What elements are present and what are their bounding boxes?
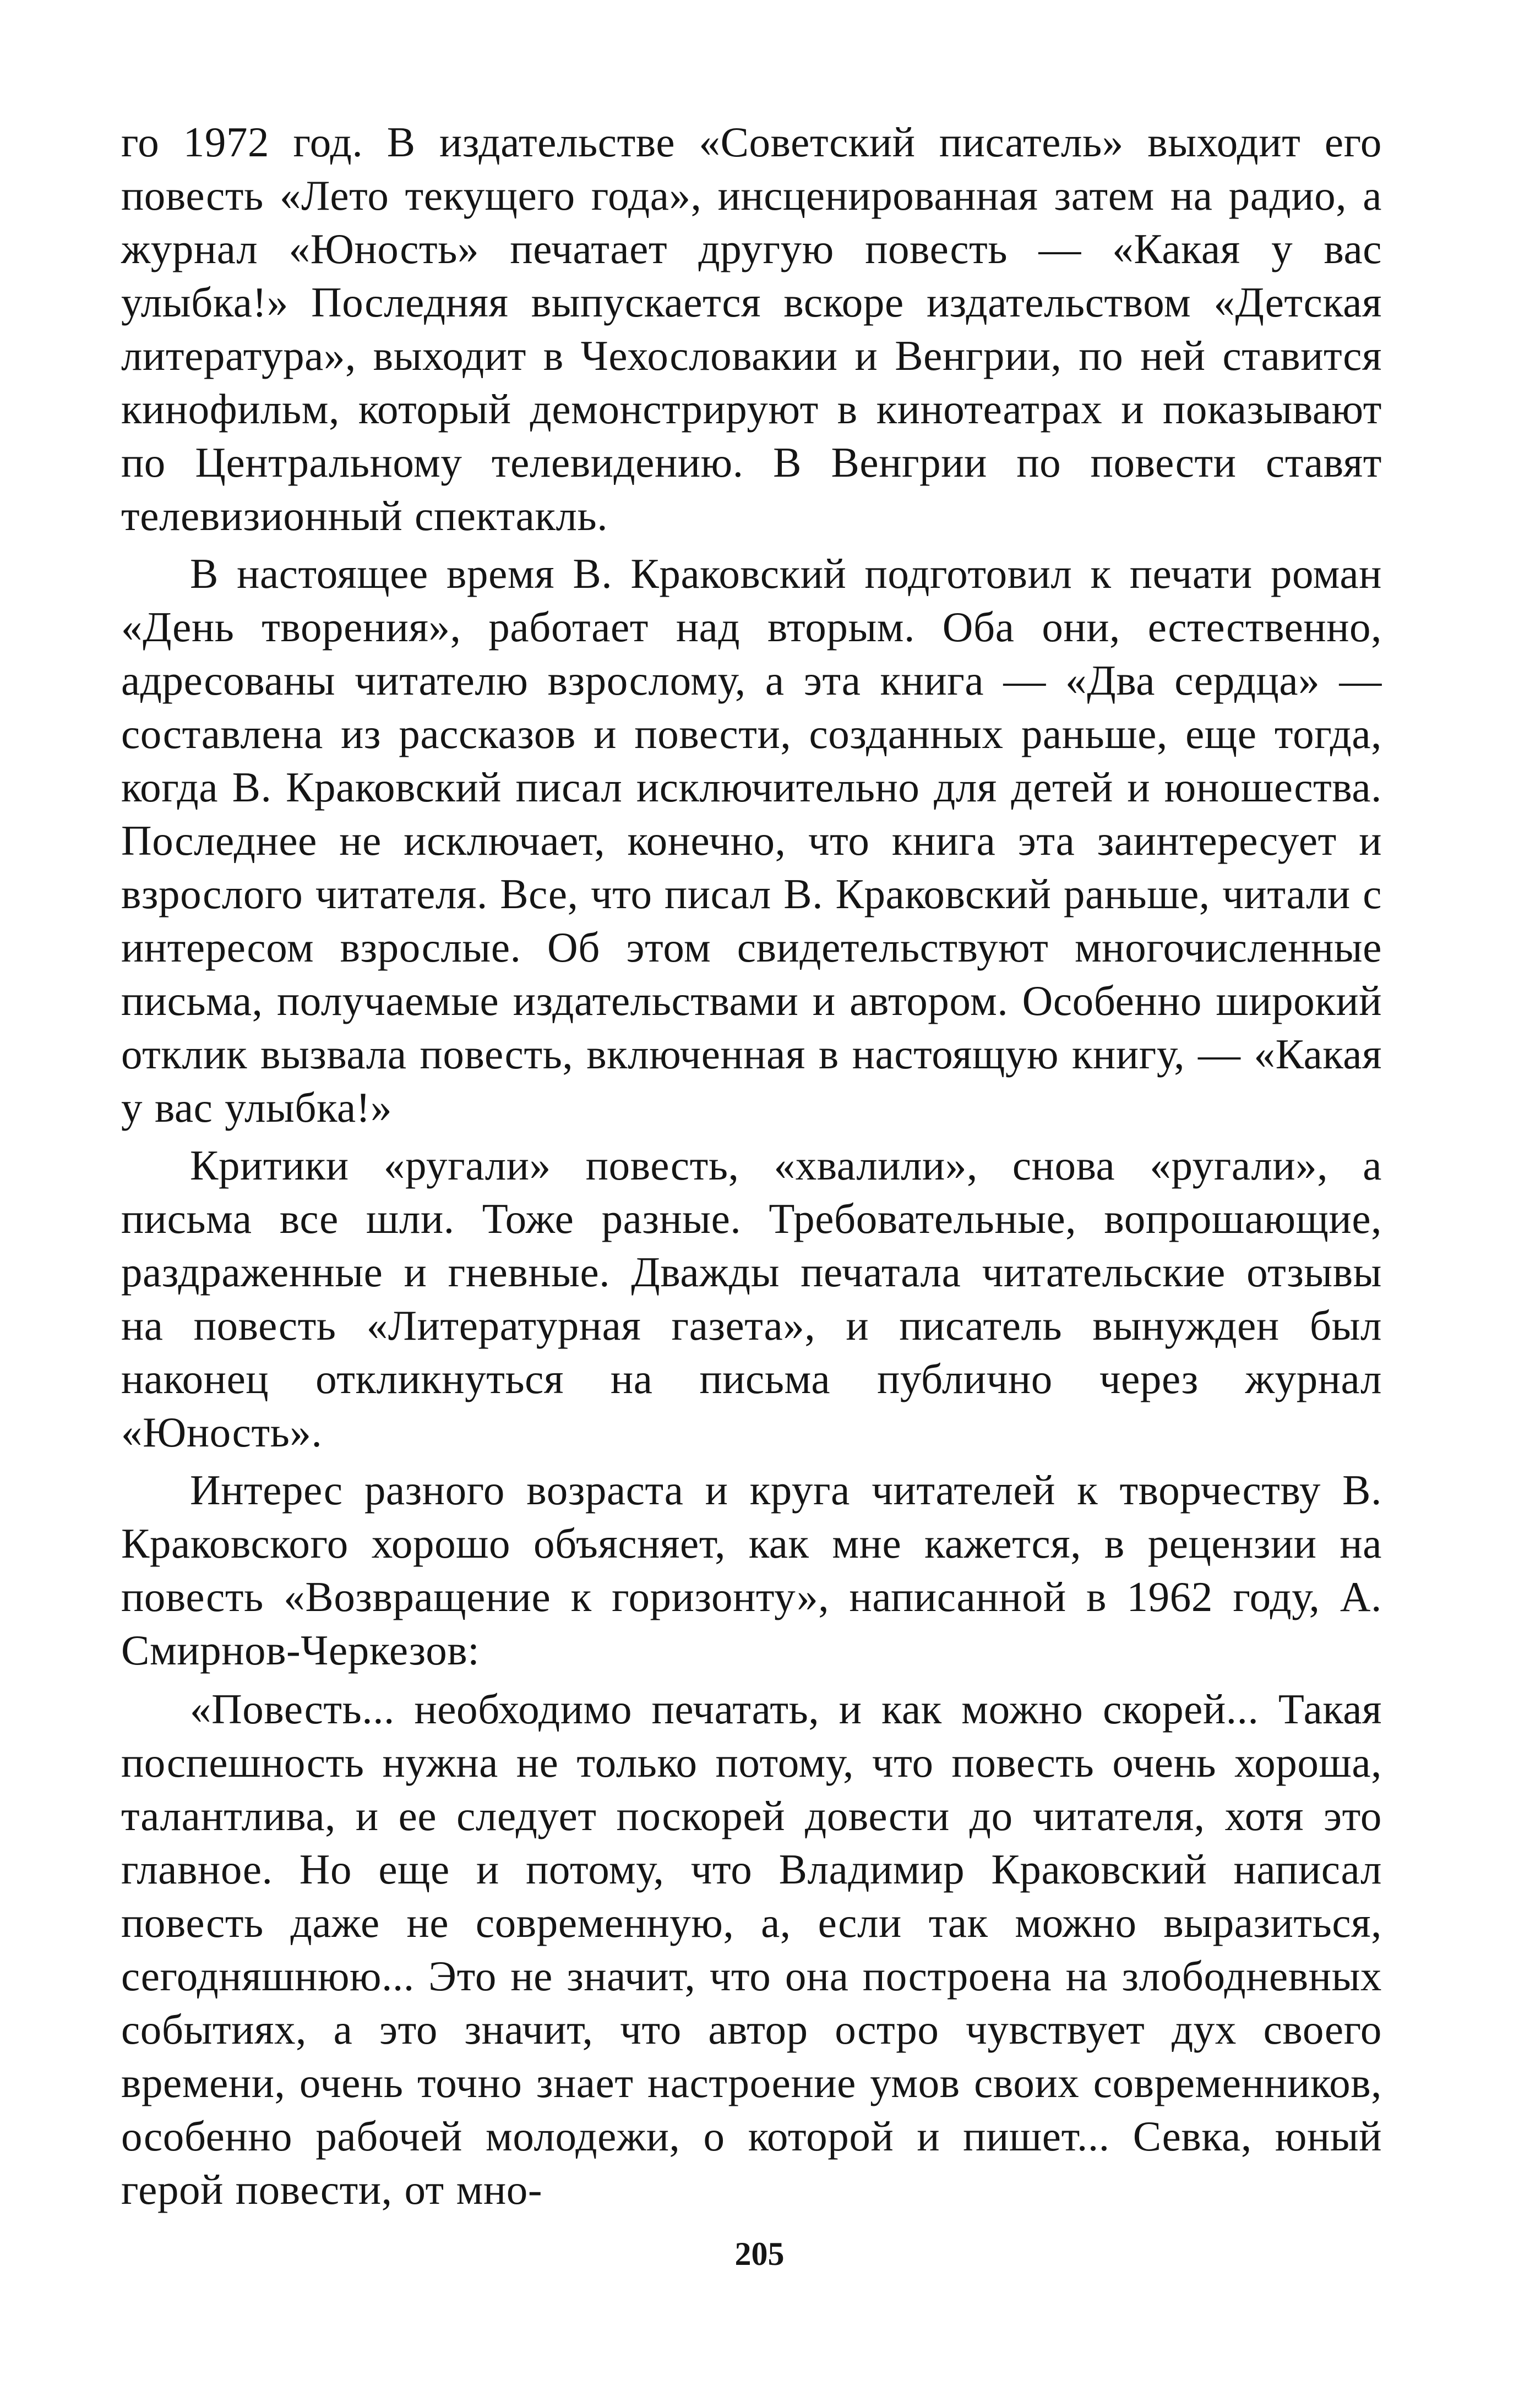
paragraph-continuation: го 1972 год. В издательстве «Советский писатель» выходит его повесть «Лето текущего года», инсценированная затем на радио, а журнал «Юность» печатает другую повесть — «Какая у вас улыбка!» Последняя выпускается вскоре издательством «Детская литература», выходит в Чехословакии и Венгрии, по ней ставится кинофильм, который демонстрируют в кинотеатрах и показывают по Центральному телевидению. В Венгрии по повести ставят телевизионный спектакль. bbox=[121, 118, 1382, 539]
paragraph: В настоящее время В. Краковский подготовил к печати роман «День творения», работает над вторым. Оба они, естественно, адресованы читателю взрослому, а эта книга — «Два сердца» — составлена из рассказов и повести, созданных раньше, еще тогда, когда В. Краковский писал исключительно для детей и юношества. Последнее не исключает, конечно, что книга эта заинтересует и взрослого читателя. Все, что писал В. Краковский раньше, читали с интересом взрослые. Об этом свидетельствуют многочисленные письма, получаемые издательствами и автором. Особенно широкий отклик вызвала повесть, включенная в настоящую книгу, — «Какая у вас улыбка!» bbox=[121, 550, 1382, 1131]
page-body-text bbox=[121, 116, 1382, 2216]
paragraph: Критики «ругали» повесть, «хвалили», снова «ругали», а письма все шли. Тоже разные. Требовательные, вопрошающие, раздраженные и гневные. Дважды печатала читательские отзывы на повесть «Литературная газета», и писатель вынужден был наконец откликнуться на письма публично через журнал «Юность». bbox=[121, 1142, 1382, 1456]
paragraph: Интерес разного возраста и круга читателей к творчеству В. Краковского хорошо объясняет, как мне кажется, в рецензии на повесть «Возвращение к горизонту», написанной в 1962 году, А. Смирнов-Черкезов: bbox=[121, 1466, 1382, 1674]
page-number: 205 bbox=[734, 2236, 785, 2272]
quotation-paragraph: «Повесть... необходимо печатать, и как можно скорей... Такая поспешность нужна не только потому, что повесть очень хороша, талантлива, и ее следует поскорей довести до читателя, хотя это главное. Но еще и потому, что Владимир Краковский написал повесть даже не современную, а, если так можно выразиться, сегодняшнюю... Это не значит, что она построена на злободневных событиях, а это значит, что автор остро чувствует дух своего времени, очень точно знает настроение умов своих современников, особенно рабочей молодежи, о которой и пишет... Севка, юный герой повести, от мно- bbox=[121, 1685, 1382, 2213]
